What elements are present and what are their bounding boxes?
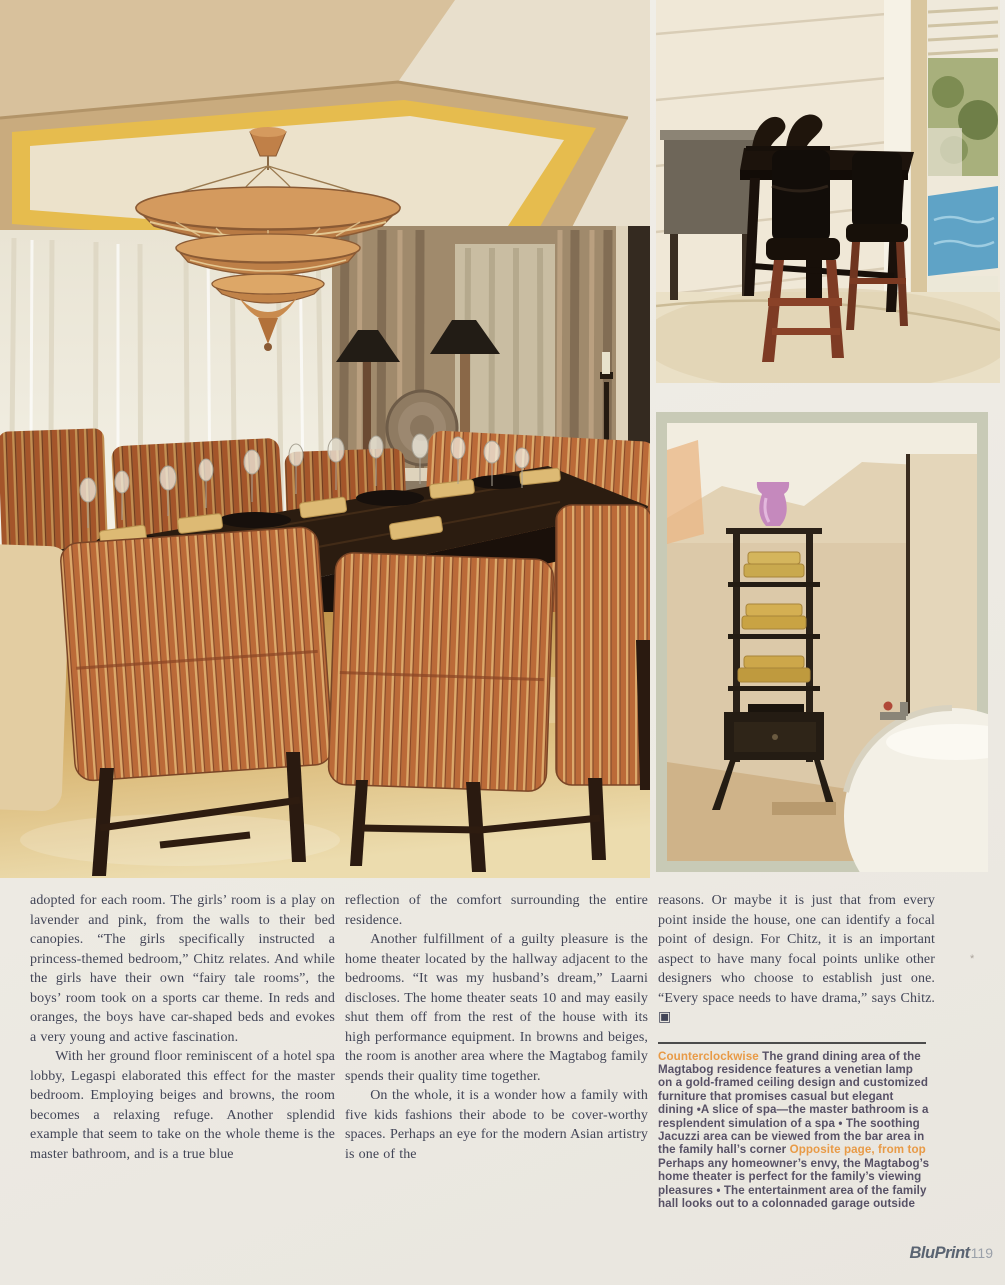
page-number: 119 (970, 1245, 993, 1261)
caption-text-1: The grand dining area of the Magtabog residence features a venetian lamp on a gold-framed ceiling design and customized furniture that promises casual but elegant dining •A slice of spa—the master bathroom is a resplendent simulation of a spa • The soothing Jacuzzi area can be viewed from the bar area in the family hall’s corner (658, 1049, 929, 1157)
bar-area-photo (656, 0, 1000, 383)
bar-area-illustration (656, 0, 1000, 383)
caption-leadin-counterclockwise: Counterclockwise (658, 1049, 763, 1063)
bath-mat (772, 802, 836, 815)
bathroom-illustration (656, 412, 988, 872)
jacuzzi (928, 186, 998, 276)
soap (884, 702, 893, 711)
magazine-logo: BluPrint (909, 1244, 970, 1262)
paragraph: On the whole, it is a wonder how a family with five kids fashions their abode to be cover-worthy spaces. Perhaps an eye for the modern Asian artistry is one of the (345, 1088, 648, 1162)
text-column-2 (345, 891, 648, 1210)
dining-room-photo (0, 0, 650, 878)
caption-leadin-opposite-page: Opposite page, from top (789, 1143, 926, 1157)
warm-light (667, 440, 704, 544)
paragraph: Another fulfillment of a guilty pleasure is the home theater located by the hallway adjacent to the bedrooms. “It was my husband’s dream,” Laarni discloses. The home theater seats 10 and may easily shut them off from the rest of the house with its high performance equipment. In browns and beiges, the room is another area where the Magtabog family spends their quality time together. (345, 932, 648, 1084)
margin-mark: * (970, 953, 975, 965)
dining-room-illustration (0, 0, 650, 878)
text-column-3 (658, 891, 935, 1210)
caption-divider (658, 1042, 926, 1044)
bathroom-interior (667, 423, 988, 872)
paragraph: With her ground floor reminiscent of a hotel spa lobby, Legaspi elaborated this effect for the master bedroom. Employing beiges and browns, the room becomes a relaxing refuge. Another splendid example that seem to take on the whole theme is the master bathroom, and is a true blue (30, 1049, 335, 1162)
page-footer (910, 1244, 994, 1263)
paragraph: reflection of the comfort surrounding the entire residence. (345, 893, 648, 928)
towels (738, 552, 810, 682)
text-column-1 (30, 891, 335, 1210)
paragraph: reasons. Or maybe it is just that from every point inside the house, one can identify a focal point of design. For Chitz, it is an important aspect to have many focal points unlike other designers who choose to establish just one. “Every space needs to have drama,” says Chitz. ▣ (658, 893, 935, 1025)
caption-text-2: Perhaps any homeowner’s envy, the Magtabog’s home theater is perfect for the family’s viewing pleasures • The entertainment area of the family hall looks out to a colonnaded garage outside (658, 1156, 930, 1210)
article-text (30, 891, 935, 1210)
photo-caption (658, 1050, 930, 1211)
bathroom-photo (656, 412, 988, 872)
paragraph: adopted for each room. The girls’ room is a play on lavender and pink, from the walls to their bed canopies. “The girls specifically instructed a princess-themed bedroom,” Chitz relates. And while the girls have their own “fairy tale rooms”, the boys’ room took on a sports car theme. In reds and oranges, the boys have car-shaped beds and evokes a very young and active fascination. (30, 893, 335, 1045)
pink-vase (757, 482, 789, 526)
